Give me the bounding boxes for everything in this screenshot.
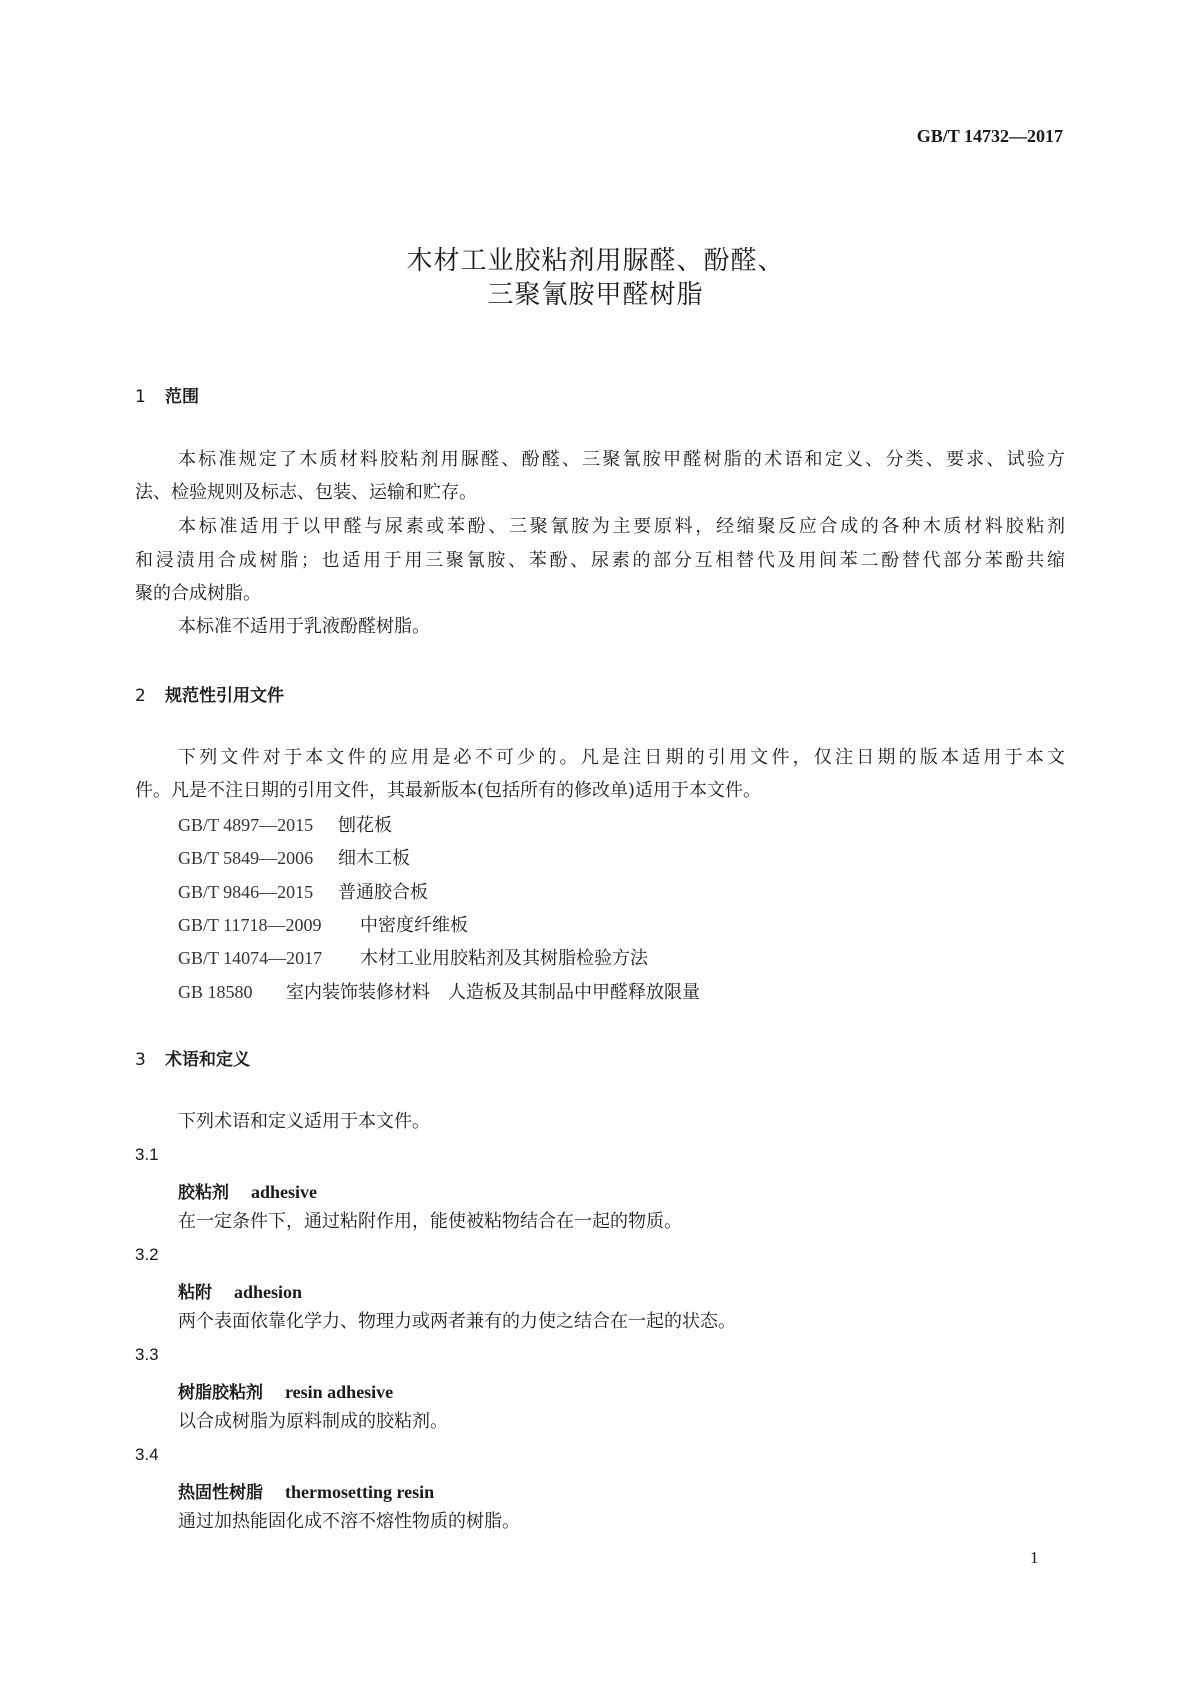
paragraph-line: 法、检验规则及标志、包装、运输和贮存。 (135, 482, 477, 503)
reference-title: 刨花板 (338, 815, 392, 836)
reference-title: 室内装饰装修材料 人造板及其制品中甲醛释放限量 (286, 982, 700, 1003)
reference-title: 普通胶合板 (338, 882, 428, 903)
term-en: adhesive (251, 1182, 318, 1202)
section-number: 1 (135, 387, 146, 407)
section-number: 2 (135, 686, 146, 706)
section-title: 范围 (165, 387, 199, 407)
reference-code: GB/T 4897—2015 (178, 815, 314, 835)
section-heading-scope (135, 382, 199, 407)
section-title: 术语和定义 (165, 1050, 250, 1070)
reference-title: 细木工板 (338, 848, 410, 869)
paragraph-line: 下列文件对于本文件的应用是必不可少的。凡是注日期的引用文件，仅注日期的版本适用于本文 (178, 747, 1065, 768)
term-definition: 以合成树脂为原料制成的胶粘剂。 (178, 1411, 448, 1432)
reference-code: GB/T 14074—2017 (178, 948, 323, 968)
clause-number: 3.4 (135, 1445, 159, 1464)
term-en: thermosetting resin (285, 1482, 435, 1502)
reference-code: GB 18580 (178, 982, 253, 1002)
document-title-line2: 三聚氰胺甲醛树脂 (487, 280, 704, 310)
page-number: 1 (1030, 1548, 1039, 1567)
clause-number: 3.1 (135, 1145, 159, 1164)
section-title: 规范性引用文件 (165, 686, 284, 706)
reference-item (178, 913, 1108, 937)
paragraph-line: 聚的合成树脂。 (135, 583, 261, 604)
reference-code: GB/T 9846—2015 (178, 882, 314, 902)
term-zh: 胶粘剂 (178, 1183, 229, 1203)
paragraph-line: 下列术语和定义适用于本文件。 (178, 1111, 430, 1132)
reference-item (178, 846, 1108, 870)
paragraph-line: 件。凡是不注日期的引用文件，其最新版本(包括所有的修改单)适用于本文件。 (135, 780, 762, 801)
reference-code: GB/T 11718—2009 (178, 915, 322, 935)
reference-item (178, 813, 1108, 837)
term-entry (178, 1278, 302, 1303)
document-title-line1: 木材工业胶粘剂用脲醛、酚醛、 (406, 246, 785, 276)
term-en: adhesion (234, 1282, 303, 1302)
reference-item (178, 946, 1108, 970)
clause-number: 3.3 (135, 1345, 159, 1364)
term-entry (178, 1478, 434, 1503)
reference-item (178, 980, 1108, 1004)
clause-number: 3.2 (135, 1245, 159, 1264)
term-entry (178, 1378, 393, 1403)
reference-title: 木材工业用胶粘剂及其树脂检验方法 (360, 948, 648, 969)
paragraph-line: 本标准不适用于乳液酚醛树脂。 (178, 616, 430, 637)
paragraph-line: 本标准适用于以甲醛与尿素或苯酚、三聚氰胺为主要原料，经缩聚反应合成的各种木质材料胶粘剂 (178, 516, 1065, 537)
term-zh: 树脂胶粘剂 (178, 1383, 263, 1403)
standard-number: GB/T 14732—2017 (916, 126, 1063, 146)
section-number: 3 (135, 1050, 146, 1070)
term-definition: 两个表面依靠化学力、物理力或两者兼有的力使之结合在一起的状态。 (178, 1311, 736, 1332)
term-zh: 热固性树脂 (178, 1483, 263, 1503)
section-heading-terms (135, 1045, 250, 1070)
term-zh: 粘附 (178, 1283, 212, 1303)
term-entry (178, 1178, 317, 1203)
term-definition: 在一定条件下，通过粘附作用，能使被粘物结合在一起的物质。 (178, 1211, 682, 1232)
reference-item (178, 880, 1108, 904)
reference-title: 中密度纤维板 (360, 915, 468, 936)
term-definition: 通过加热能固化成不溶不熔性物质的树脂。 (178, 1511, 520, 1532)
section-heading-normative-references (135, 681, 284, 706)
paragraph-line: 和浸渍用合成树脂；也适用于用三聚氰胺、苯酚、尿素的部分互相替代及用间苯二酚替代部分苯酚共缩 (135, 550, 1065, 571)
term-en: resin adhesive (285, 1382, 394, 1402)
paragraph-line: 本标准规定了木质材料胶粘剂用脲醛、酚醛、三聚氰胺甲醛树脂的术语和定义、分类、要求、试验方 (178, 449, 1065, 470)
reference-code: GB/T 5849—2006 (178, 848, 314, 868)
